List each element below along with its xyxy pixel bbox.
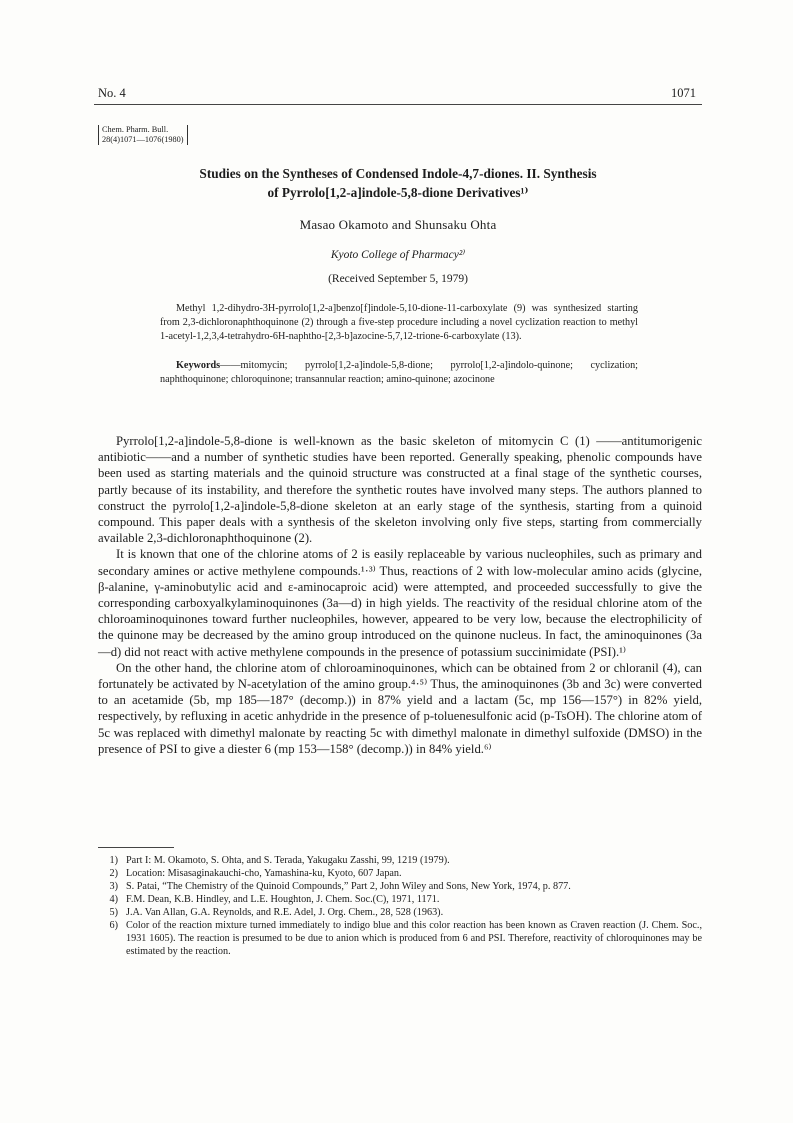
footnote-text: Location: Misasaginakauchi-cho, Yamashina-ku, Kyoto, 607 Japan. [126, 868, 402, 879]
body-paragraph-1: Pyrrolo[1,2-a]indole-5,8-dione is well-known as the basic skeleton of mitomycin C (1) ——antitumorigenic antibiotic——and a number of synthetic studies have been reported. Generally speaking, phenolic compounds have been used as starting materials and the quinoid structure was constructed at a final stage of the synthetic courses, partly because of its instability, and therefore the synthetic routes have involved many steps. The authors planned to construct the pyrrolo[1,2-a]indole-5,8-dione skeleton at an early stage of the synthesis, starting from a quinoid compound. This paper deals with a synthesis of the skeleton involving only five steps, starting from commercially available 2,3-dichloronaphthoquinone (2). [98, 434, 702, 546]
footnote [98, 867, 702, 880]
footnote-number: 5) [109, 907, 118, 918]
abstract: Methyl 1,2-dihydro-3H-pyrrolo[1,2-a]benzo[f]indole-5,10-dione-11-carboxylate (9) was synthesized starting from 2,3-dichloronaphthoquinone (2) through a five-step procedure including a novel cyclization reaction to methyl 1-acetyl-1,2,3,4-tetrahydro-6H-naphtho-[2,3-b]azocine-5,7,12-trione-6-carboxylate (13). [160, 303, 638, 343]
footnote-text: F.M. Dean, K.B. Hindley, and L.E. Houghton, J. Chem. Soc.(C), 1971, 1171. [126, 894, 440, 905]
title-line-2: of Pyrrolo[1,2-a]indole-5,8-dione Derivatives¹⁾ [267, 185, 529, 200]
body-paragraph-3: On the other hand, the chlorine atom of chloroaminoquinones, which can be obtained from 2 or chloranil (4), can fortunately be activated by N-acetylation of the amino group.⁴·⁵⁾ Thus, the aminoquinones (3b and 3c) were converted to an acetamide (5b, mp 185—187° (decomp.)) in 87% yield and a lactam (5c, mp 156—157°) in 82% yield, respectively, by refluxing in acetic anhydride in the presence of p-toluenesulfonic acid (p-TsOH). The chlorine atom of 5c was replaced with dimethyl malonate by reacting 5c with dimethyl malonate in dimethyl sulfoxide (DMSO) in the presence of PSI to give a diester 6 (mp 153—158° (decomp.)) in 84% yield.⁶⁾ [98, 660, 702, 756]
authors: Masao Okamoto and Shunsaku Ohta [299, 217, 497, 232]
footnote-text: S. Patai, “The Chemistry of the Quinoid Compounds,” Part 2, John Wiley and Sons, New York, 1974, p. 877. [126, 881, 571, 892]
page-number: 1071 [671, 86, 696, 100]
footnote [98, 906, 702, 919]
footnote-text: Color of the reaction mixture turned immediately to indigo blue and this color reaction has been known as Craven reaction (J. Chem. Soc., 1931 1605). The reaction is presumed to be due to anion which is produced from 6 and PSI. Therefore, reactivity of chloroquinones may be estimated by the reaction. [126, 920, 702, 957]
footnote-text: J.A. Van Allan, G.A. Reynolds, and R.E. Adel, J. Org. Chem., 28, 528 (1963). [126, 907, 444, 918]
footnote [98, 919, 702, 958]
keywords-list: ——mitomycin; pyrrolo[1,2-a]indole-5,8-dione; pyrrolo[1,2-a]indolo-quinone; cyclization; naphthoquinone; chloroquinone; transannular reaction; amino-quinone; azocinone [160, 360, 638, 386]
keywords [160, 359, 638, 387]
footnote [98, 880, 702, 893]
body-paragraph-2: It is known that one of the chlorine atoms of 2 is easily replaceable by various nucleophiles, such as primary and secondary amines or active methylene compounds.¹·³⁾ Thus, reactions of 2 with low-molecular amino acids (glycine, β-alanine, γ-aminobutylic acid and ε-aminocaproic acid) were attempted, and proceeded successfully to give the corresponding carboxyalkylaminoquinones (3a—d) in high yields. The reactivity of the residual chlorine atom of the chloroaminoquinones toward further nucleophiles, however, appeared to be very low, because the electrophilicity of the quinone may be decreased by the amino group introduced on the quinone nucleus. In fact, the aminoquinones (3a—d) did not react with active methylene compounds in the presence of potassium succinimidate (PSI).¹⁾ [98, 547, 702, 659]
paper-title [94, 164, 702, 202]
journal-issue: No. 4 [98, 86, 126, 100]
title-line-1: Studies on the Syntheses of Condensed Indole-4,7-diones. II. Synthesis [199, 166, 597, 181]
citation-journal: Chem. Pharm. Bull. [102, 125, 169, 134]
citation-volume: 28(4)1071—1076(1980) [102, 135, 184, 144]
footnote-rule [98, 847, 174, 848]
body-text [98, 433, 702, 757]
journal-citation [98, 125, 188, 145]
footnotes [98, 854, 702, 958]
footnote [98, 893, 702, 906]
keywords-label: Keywords [176, 360, 221, 371]
footnote-text: Part I: M. Okamoto, S. Ohta, and S. Terada, Yakugaku Zasshi, 99, 1219 (1979). [126, 855, 450, 866]
received-date: (Received September 5, 1979) [328, 273, 468, 285]
header-rule [94, 104, 702, 105]
affiliation: Kyoto College of Pharmacy²⁾ [330, 249, 466, 261]
footnote-number: 6) [109, 920, 118, 931]
footnote-number: 1) [109, 855, 118, 866]
footnote-number: 4) [109, 894, 118, 905]
footnote-number: 3) [109, 881, 118, 892]
footnote-number: 2) [109, 868, 118, 879]
footnote [98, 854, 702, 867]
